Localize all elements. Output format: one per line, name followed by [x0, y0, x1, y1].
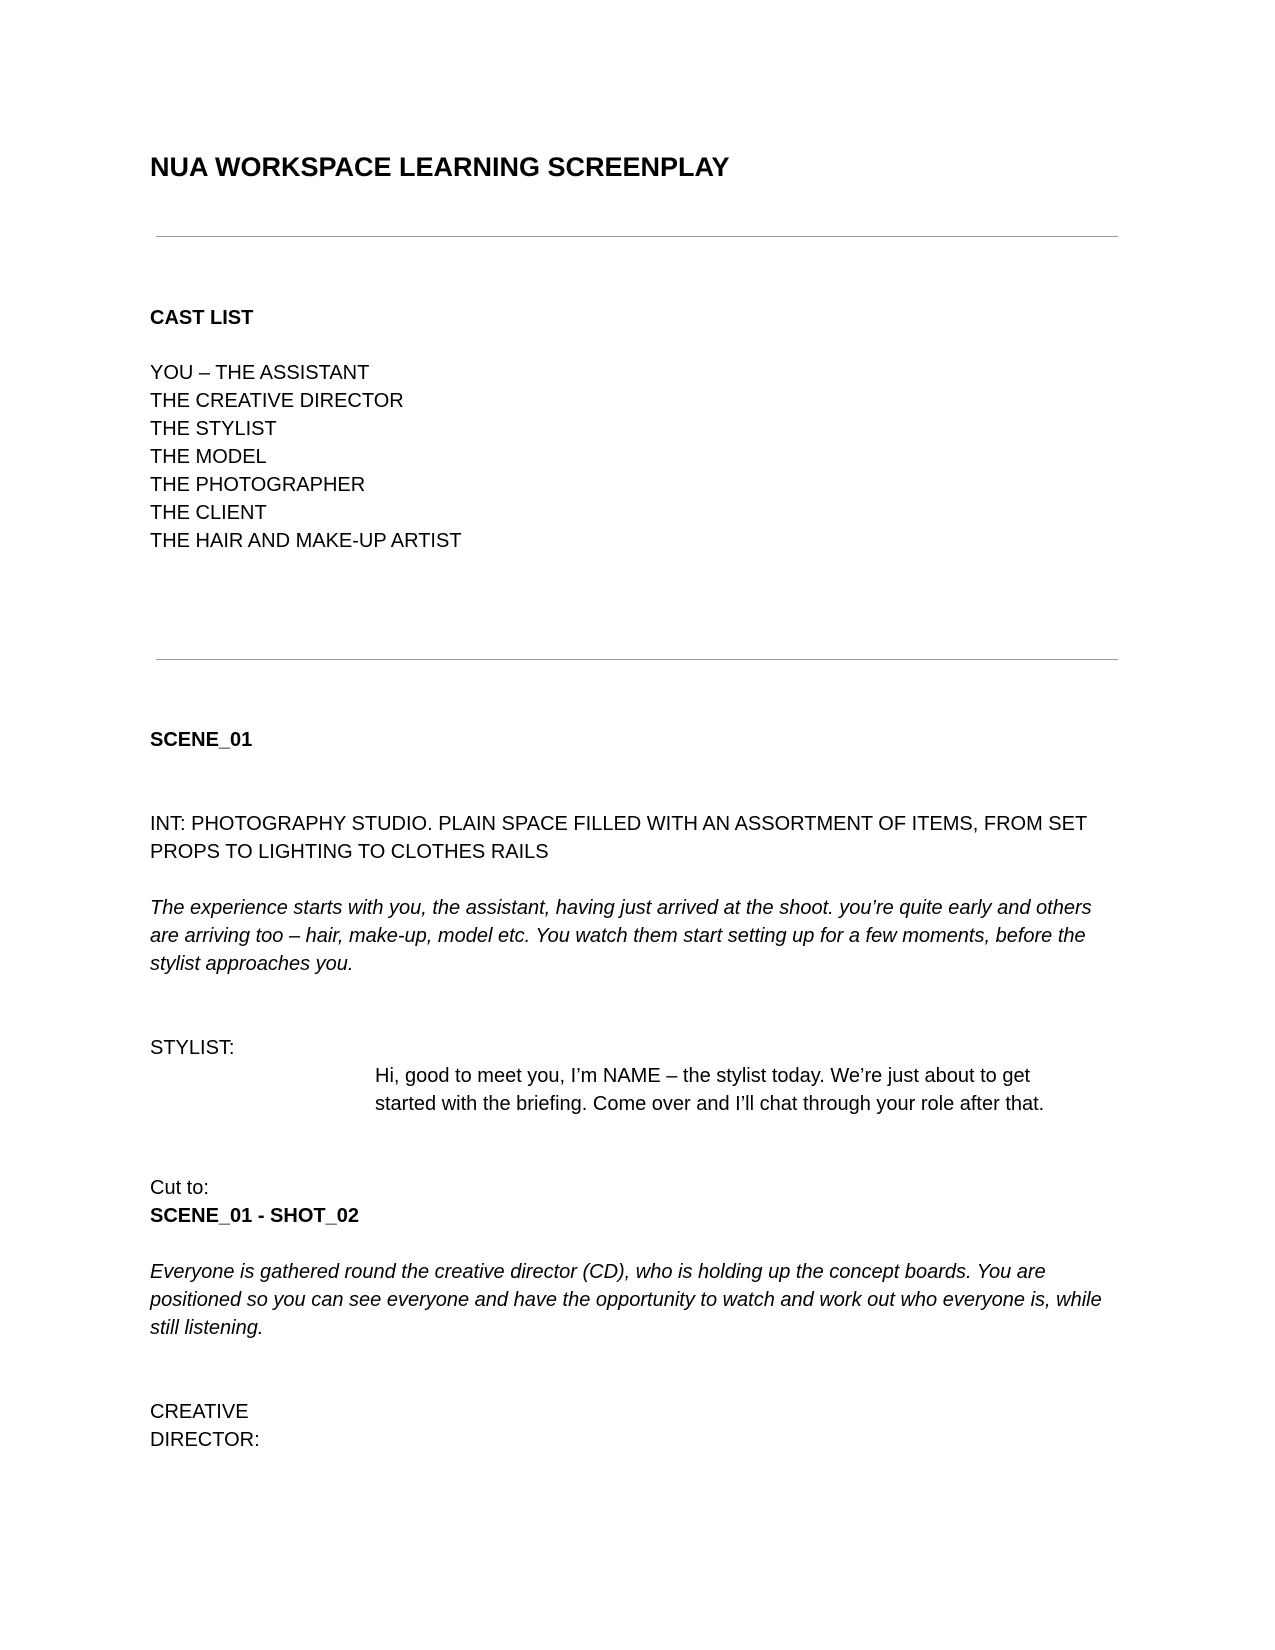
speaker-name: STYLIST: [150, 1037, 235, 1059]
cast-list-heading: CAST LIST [150, 307, 254, 329]
scene-heading: SCENE_01 [150, 729, 253, 751]
scene-action: The experience starts with you, the assistant, having just arrived at the shoot. you’re quite early and others are arriving too – hair, make-up, model etc. You watch them start setting up for a few moments, before the stylist approaches you. [150, 897, 1092, 975]
cast-member: THE CLIENT [150, 502, 267, 524]
dialogue-text: Hi, good to meet you, I’m NAME – the stylist today. We’re just about to get started with the briefing. Come over and I’ll chat through your role after that. [375, 1065, 1045, 1115]
cast-member: THE PHOTOGRAPHER [150, 474, 366, 496]
speaker-name: CREATIVE DIRECTOR: [150, 1401, 260, 1451]
cast-member: THE MODEL [150, 446, 267, 468]
scene-slugline: INT: PHOTOGRAPHY STUDIO. PLAIN SPACE FILLED WITH AN ASSORTMENT OF ITEMS, FROM SET PROPS TO LIGHTING TO CLOTHES RAILS [150, 813, 1087, 863]
document-title: NUA WORKSPACE LEARNING SCREENPLAY [150, 152, 730, 182]
cast-list [150, 359, 462, 555]
cast-member: YOU – THE ASSISTANT [150, 362, 370, 384]
horizontal-divider [156, 236, 1118, 237]
transition-text: Cut to: [150, 1177, 209, 1199]
horizontal-divider [156, 659, 1118, 660]
shot-action: Everyone is gathered round the creative director (CD), who is holding up the concept boards. You are positioned so you can see everyone and have the opportunity to watch and work out who everyone is, while still listening. [150, 1261, 1102, 1339]
cast-member: THE HAIR AND MAKE-UP ARTIST [150, 530, 462, 552]
shot-heading: SCENE_01 - SHOT_02 [150, 1205, 359, 1227]
cast-member: THE STYLIST [150, 418, 277, 440]
cast-member: THE CREATIVE DIRECTOR [150, 390, 404, 412]
